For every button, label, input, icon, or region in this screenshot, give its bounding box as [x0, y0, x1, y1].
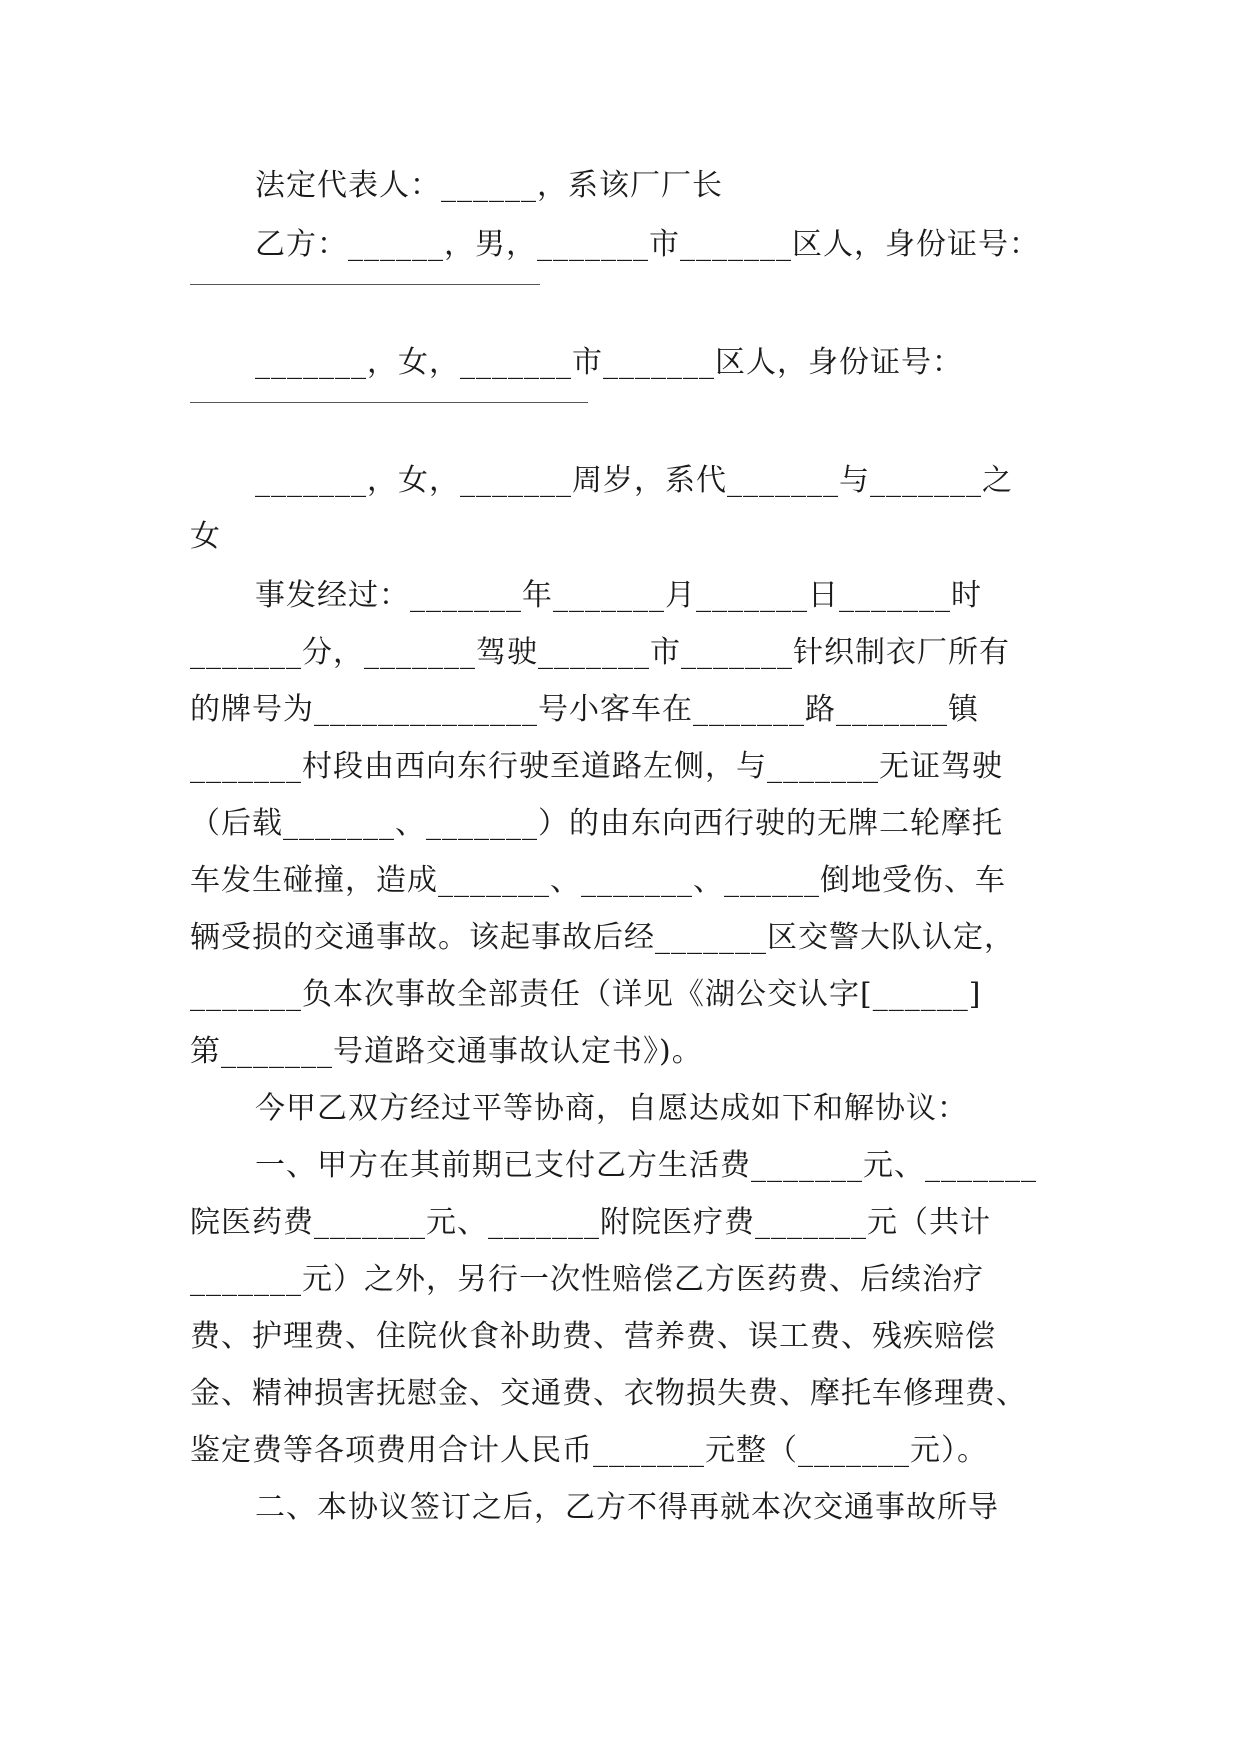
id-number-blank-line-2 [190, 402, 588, 403]
incident-line-4: _______村段由西向东行驶至道路左侧，与_______无证驾驶 [190, 749, 1003, 784]
clause-2-line-1: 二、本协议签订之后，乙方不得再就本次交通事故所导 [255, 1490, 999, 1525]
daughter-line-end: 女 [190, 519, 221, 554]
id-number-blank-line [190, 284, 540, 285]
incident-line-5: （后载_______、_______）的由东向西行驶的无牌二轮摩托 [190, 806, 1003, 841]
incident-line-6: 车发生碰撞，造成_______、_______、______倒地受伤、车 [190, 863, 1006, 898]
legal-representative-line: 法定代表人：______，系该厂厂长 [255, 168, 723, 203]
incident-line-3: 的牌号为______________号小客车在_______路_______镇 [190, 692, 979, 727]
party-b-daughter-line: _______，女，_______周岁，系代_______与_______之 [255, 463, 1013, 498]
incident-line-8: _______负本次事故全部责任（详见《湖公交认字[______] [190, 977, 982, 1012]
clause-1-line-5: 金、精神损害抚慰金、交通费、衣物损失费、摩托车修理费、 [190, 1376, 1027, 1411]
clause-1-line-6: 鉴定费等各项费用合计人民币_______元整（_______元）。 [190, 1433, 988, 1468]
incident-line-2: _______分，_______驾驶_______市_______针织制衣厂所有 [190, 635, 1010, 670]
clause-1-line-2: 院医药费_______元、_______附院医疗费_______元（共计 [190, 1205, 991, 1240]
clause-1-line-4: 费、护理费、住院伙食补助费、营养费、误工费、残疾赔偿 [190, 1319, 996, 1354]
incident-line-9: 第_______号道路交通事故认定书》)。 [190, 1034, 703, 1069]
clause-1-line-3: _______元）之外，另行一次性赔偿乙方医药费、后续治疗 [190, 1262, 984, 1297]
agreement-intro-line: 今甲乙双方经过平等协商，自愿达成如下和解协议： [255, 1091, 968, 1126]
incident-line-7: 辆受损的交通事故。该起事故后经_______区交警大队认定， [190, 920, 1015, 955]
party-b-line: 乙方：______，男，_______市_______区人，身份证号： [255, 227, 1040, 262]
clause-1-line-1: 一、甲方在其前期已支付乙方生活费_______元、_______ [255, 1148, 1037, 1183]
incident-line-1: 事发经过：_______年_______月_______日_______时 [255, 578, 982, 613]
party-b-female-line: _______，女，_______市_______区人，身份证号： [255, 345, 963, 380]
